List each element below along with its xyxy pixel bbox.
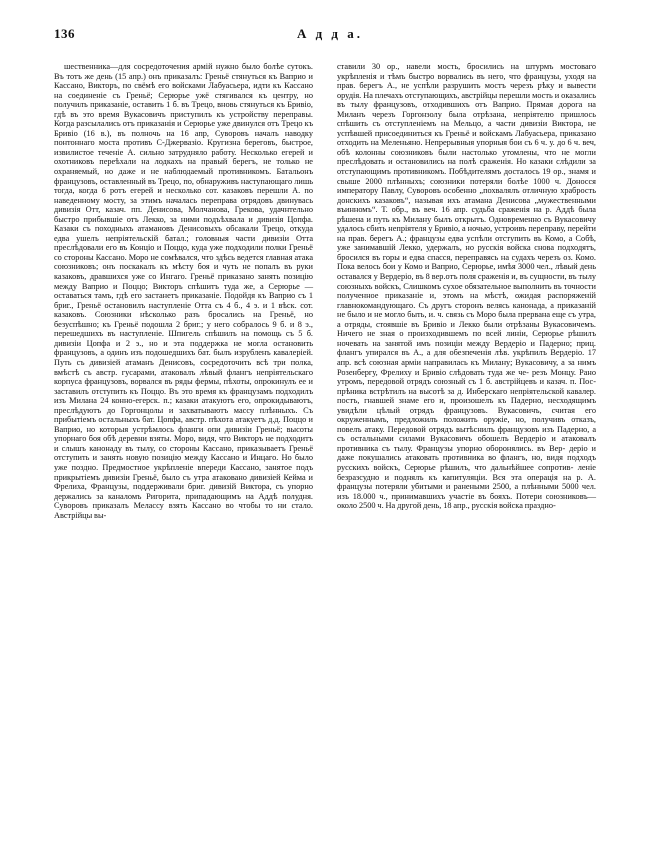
paragraph: ставили 30 ор., навели мость, бросились на штурмъ мостоваго укрѣпленія и тѣмъ быстро ворвались въ него, что французы, уходя на прав. берегъ А., не успѣли разрушить мостъ черезъ рѣку и вывести орудія. На плечахъ отступающихъ, австрійцы перешли мость и оказались въ тылу французовъ, отходившихъ отъ Ваприо. Прямая дорога на Миланъ черезъ Горгонзолу была отрѣзана, непріятелю пришлось спѣшить съ отступленіемъ на Мельцо, а части дивизіи Виктора, не успѣвшей присоединиться къ Греньё и войскамъ Лабуасьера, приказано отходить на Меленьяно. Непрерывныя упорныя бои съ 6 ч. у. до 6 ч. веч, обѣ колонны союзниковъ были настолько утомлены, что не могли преслѣдовать и остановились на полѣ сраженія. Но казаки слѣдили за отступающимъ противникомъ. Побѣдителямъ досталось 19 ор., знамя и свыше 2000 плѣнныхъ; союзники потеряли болѣе 1000 ч. Доносся императору Павлу, Суворовъ особенно „похвалялъ отличную храбрость донскихъ казаковъ“, называя ихъ атамана Денисова „мужественными въинномъ“. Т. обр., въ веч. 16 апр. судьба сраженія на р. Аддѣ была рѣшена и путь къ Милану былъ открытъ. Одновременно съ Вукасовичу удалось сбить непріятеля у Бривіо, а ночью, устроивъ переправу, перейти на прав. берегъ А.; французы едва успѣли отступить въ Комо, а Собѣ, уже занимавшій Лекко, удержалъ, но русскія войска снова подходятъ, бросился въ горы и едва спасся, переправясь на судахъ черезъ оз. Комо. Пока велось бои у Комо и Ваприо, Серюрье, имѣя 3000 чел., лѣвый день оставался у Вердеріо, въ 8 вер.отъ поля сраженія и, въ сущности, въ тылу союзныхъ войскъ, Слишкомъ сухое обязательное выполнить въ точности полученное приказаніе и, этомъ на мѣстѣ, ожидая распоряженій главнокомандующаго. Съ другъ сторонъ велясь канонада, а приказаній не было и не могло быть, и. ч. связь съ Моро была прервана еще съ утра, а отряды, стоявшіе въ Бривіо и Лекко были отрѣзаны Вукасовичемъ. Ничего не зная о произходившемъ по всей линіи, Серюрье рѣшилъ ночевать на занятой имъ позиціи между Вердеріо и Падерно; приц. флангъ упирался въ А., а для обезпеченія лѣв. укрѣпилъ Вердеріо. 17 апр. всѣ союзная арміи направилась къ Милану; Вукасовичу, а за нимъ Розенбергу, Фрелиху и Бривіо слѣдовать туда же че- резъ Монцу. Рано утромъ, передовой отрядъ союзный съ 1 б. австрійцевъ и казач. п. Пос- прѣника встрѣтилъ на высотѣ за д. Инберскаго непріятельской кавалер. постъ, гнавшей знаме его и, произошелъ къ Падерно, несходящимъ увидѣли цѣлый отрядъ французовъ. Вукасовичъ, считая его окруженнымъ, предложилъ положить оружіе, но, получивъ отказъ, повелъ атаку. Передовой отрядъ вытѣснилъ французовъ изъ Падерно, а съ остальными силами Вукасовичъ обошелъ Вердеріо и атаковалъ противника съ тылу. Французы упорно оборонялись. въ Вер- деріо и даже покушались атаковать противника во флангъ, но, видя подходъ русскихъ войскъ, Серюрье рѣшилъ, что дальнѣйшее сопротив- леніе безразсудно и поднялъ къ капитуляціи. Вся эта операція на р. А. французы потеряли убитыми и ранеными 2500, а плѣнными 5000 чел. изъ 18.000 ч., принимавшихъ участіе въ бояхъ. Потери союзниковъ—около 2500 ч. На другой день, 18 апр., русскія войска праздно- (337, 62, 596, 511)
right-column (337, 62, 596, 837)
paragraph: шественника—для сосредоточения армій нужно было болѣе сутокъ. Въ тотъ же день (15 апр.) онъ приказалъ: Греньё стянуться къ Ваприо и Кассано, Викторъ, по свёмѣ его войсками Лабуасьера, идти къ Кассано на соединеніе съ Греньё; Серюрье ужё стягивался къ центру, но получилъ приказаніе, оставить 1 б. въ Трецо, вновь стянуться къ Бривіо, гдѣ въ это время Вукасовичъ приступилъ къ устройству переправы. Когда разсылались отъ приказанія и Серюрье уже двинулся отъ Трецо къ Бривіо (16 в.), въ полночь на 16 апр, Суворовъ началъ наводку понтоннаго моста противъ С-Джервазіо. Кругизна береговъ, быстрое, извилистое теченіе А. сильно затрудняло работу. Несколько егерей и охотниковъ переѣхали на лодкахъ на правый берегъ, не только не охраняемый, но даже и не наблюдаемый противникомъ. Батальонъ французовъ, оставленный въ Трецо, по, обнаруживъ наступающаго лишь тогда, когда 6 ротъ егерей и несколько сот. казаковъ перешли А. по наведенному мосту, за этимъ началась переправа отрядовъ двинувась дивизія Отт, казач. пп. Денисова, Молчанова, Грекова, удачнтельно быстро прибывшіе отъ Лекко, за ними подъѣхвала и дивизія Цопфа. Казаки съ походныхъ атамановъ Денисовыхъ обсакали Трецо, откуда едва ушелъ непріятельскій батал.; головныя части дивизіи Отта преслѣдовали его въ Конціо и Поццо, куда уже подходили полки Греньё со стороны Кассано. Моро не сомѣвался, что здѣсь ведется главная атака союзниковъ; онъ поскакалъ къ мѣсту боя и чуть не попалъ въ руки казаковъ, дравшихся уже со Ингаго. Греньё приказано занять позицію между Ваприо и Поццо; Викторъ спѣшитъ туда же, а Серюрье — оставаться тамъ, гдѣ его застанетъ приказаніе. Подойдя къ Ваприо съ 1 бриг., Греньё остановилъ наступленіе Отта съ 4 б., 4 э. и 1 вѣск. сот. казаковъ. Союзники нѣсколько разъ бросались на Греньё, но безуспѣшно; къ Греньё подошла 2 бриг.; у него собралось 9 б. и 8 э., перешедшихъ въ наступленіе. Шпигель спѣшилъ на помощь съ 5 б. дивизіи Цопфа и 2 э., но и эта поддержка не могла остановить французовъ, а одинъ изъ подошедшихъ бат. былъ изрубленъ кавалеріей. Путь съ дивизіей атаманъ Денисовъ, сосредоточить всѣ три полка, вмѣстѣ съ австр. гусарами, атаковалъ лѣвый флангъ непріятельскаго корпуса французовъ, ворвался въ ряды фермы, пѣхоты, опрокинулъ ее и заставилъ отступить къ Поццо. Въ это время къ французамъ подходилъ изъ Милана 24 конно-егерск. п.; казаки атакуютъ его, опрокидываютъ, преслѣдуютъ до Горгонцолы и захватываютъ массу плѣнныхъ. Съ прибытіемъ остальныхъ бат. Цопфа, австр. пѣхота атакуетъ д.д. Поццо и Ваприо, но которыя устрѣмлось фланги опи дивизіи Греньё; высоты упорнаго боя обѣ деревни взяты. Моро, видя, что Викторъ не подходитъ и слышъ канонаду въ тылу, со стороны Кассано, приказываетъ Греньё отступить и занять новую позицію между Кассано и Инцаго. Но было уже поздно. Предмостное укрѣпленіе впереди Кассано, занятое подъ прикрытіемъ дивизіи Греньё, было съ утра атаковано дивизіей Кейма и Фрелиха, Французы, поддерживали бриг. дивизій Виктора, съ упорно держались за каналомъ Ригорита, припадающимъ на Аддѣ полудня. Суворовъ приказалъ Мелассу взять Кассано во чтобы то ни стало. Австрійцы вы- (54, 62, 313, 520)
text-columns (54, 62, 596, 837)
left-column (54, 62, 313, 837)
running-title: А д д а. (296, 26, 364, 41)
page-number: 136 (54, 26, 75, 41)
page-header (54, 26, 596, 52)
